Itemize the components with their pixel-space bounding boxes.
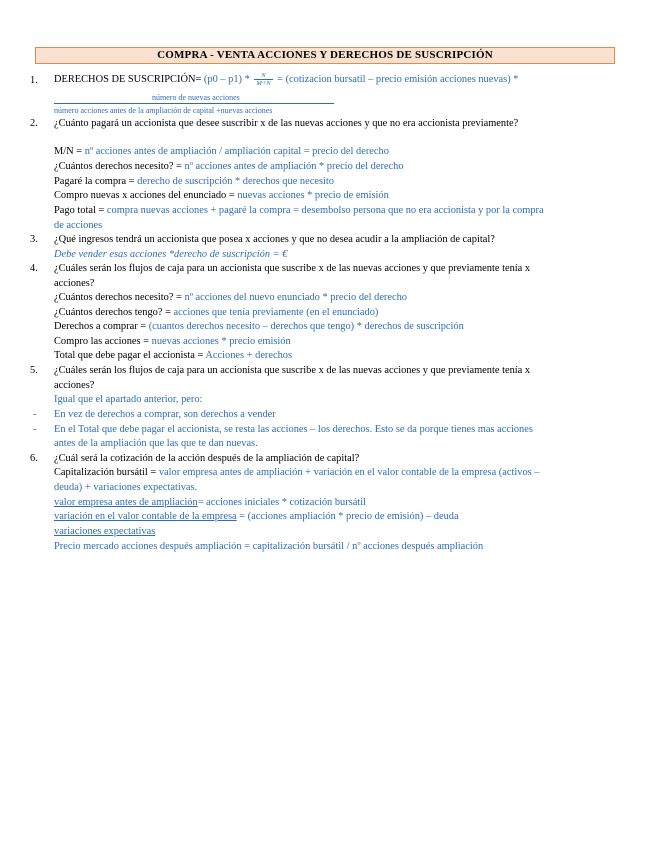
s5-bullet-2-continuation: antes de la ampliación que las que te dan nuevas. bbox=[54, 438, 258, 449]
item-number-4: 4. bbox=[30, 263, 38, 274]
formula-fraction bbox=[254, 72, 272, 87]
s5-bullet-1: En vez de derechos a comprar, son derechos a vender bbox=[54, 409, 276, 420]
s4-line-1-value: nº acciones del nuevo enunciado * precio del derecho bbox=[184, 292, 408, 303]
s4-line-1 bbox=[54, 291, 407, 304]
fraction-denominator: M+N bbox=[256, 80, 271, 87]
s2-line-1-label: M/N = bbox=[54, 146, 85, 157]
s2-line-5-value: compra nuevas acciones + pagaré la compra = desembolso persona que no era accionista y por la compra bbox=[106, 205, 544, 216]
s2-line-5 bbox=[54, 204, 544, 217]
question-6: ¿Cuál será la cotización de la acción después de la ampliación de capital? bbox=[54, 453, 360, 464]
s6-line-3-rest: = (acciones ampliación * precio de emisión) – deuda bbox=[236, 511, 459, 522]
s4-line-3-value: (cuantos derechos necesito – derechos que tengo) * derechos de suscripción bbox=[148, 321, 464, 332]
s4-line-2 bbox=[54, 306, 378, 319]
s2-line-3 bbox=[54, 175, 334, 188]
s2-line-4-value: nuevas acciones * precio de emisión bbox=[237, 190, 389, 201]
s2-line-2-label: ¿Cuántos derechos necesito? = bbox=[54, 161, 185, 172]
s4-line-1-label: ¿Cuántos derechos necesito? = bbox=[54, 292, 185, 303]
s4-line-2-label: ¿Cuántos derechos tengo? = bbox=[54, 307, 174, 318]
s2-line-5-continuation: de acciones bbox=[54, 220, 103, 231]
s4-line-4-label: Compro las acciones = bbox=[54, 336, 152, 347]
s6-line-2-rest: = acciones iniciales * cotización bursátil bbox=[197, 497, 366, 508]
s6-line-1-value: valor empresa antes de ampliación + variación en el valor contable de la empresa (activos – bbox=[158, 467, 540, 478]
formula-derechos-suscripcion bbox=[54, 72, 518, 87]
formula-label: DERECHOS DE SUSCRIPCIÓN= bbox=[54, 73, 204, 85]
s4-line-3-label: Derechos a comprar = bbox=[54, 321, 149, 332]
sub-fraction-denominator: número acciones antes de la ampliación de capital +nuevas acciones bbox=[54, 106, 273, 115]
page-title: COMPRA - VENTA ACCIONES Y DERECHOS DE SUSCRIPCIÓN bbox=[35, 47, 615, 64]
s2-line-1-value: nº acciones antes de ampliación / ampliación capital = precio del derecho bbox=[84, 146, 389, 157]
bullet-dash: - bbox=[33, 409, 37, 420]
s4-line-4 bbox=[54, 335, 291, 348]
s2-line-2 bbox=[54, 160, 404, 173]
question-4: ¿Cuáles serán los flujos de caja para un accionista que suscribe x de las nuevas acciones y que previamente tenía x bbox=[54, 263, 531, 274]
s5-intro: Igual que el apartado anterior, pero: bbox=[54, 394, 203, 405]
question-5: ¿Cuáles serán los flujos de caja para un accionista que suscribe x de las nuevas acciones y que previamente tenía x bbox=[54, 365, 531, 376]
s4-line-5-value: Acciones + derechos bbox=[205, 350, 293, 361]
s6-line-2 bbox=[54, 496, 366, 509]
formula-part-b: = (cotizacion bursatil – precio emisión acciones nuevas) * bbox=[274, 73, 519, 85]
question-4-continuation: acciones? bbox=[54, 278, 95, 289]
s6-line-1-continuation: deuda) + variaciones expectativas. bbox=[54, 482, 198, 493]
s2-line-4-label: Compro nuevas x acciones del enunciado = bbox=[54, 190, 238, 201]
s6-line-3 bbox=[54, 510, 459, 523]
item-number-2: 2. bbox=[30, 118, 38, 129]
s2-line-3-value: derecho de suscripción * derechos que necesito bbox=[137, 176, 334, 187]
question-5-continuation: acciones? bbox=[54, 380, 95, 391]
s2-line-4 bbox=[54, 189, 389, 202]
s6-line-1 bbox=[54, 466, 539, 479]
s4-line-2-value: acciones que tenía previamente (en el enunciado) bbox=[173, 307, 379, 318]
question-3: ¿Qué ingresos tendrá un accionista que posea x acciones y que no desea acudir a la ampliación de capital? bbox=[54, 234, 495, 245]
s6-line-2-term: valor empresa antes de ampliación bbox=[54, 497, 198, 508]
item-number-6: 6. bbox=[30, 453, 38, 464]
answer-3: Debe vender esas acciones *derecho de suscripción = € bbox=[54, 249, 288, 260]
s5-bullet-2: En el Total que debe pagar el accionista, se resta las acciones – los derechos. Esto se da porque tienes mas acciones bbox=[54, 424, 533, 435]
s2-line-3-label: Pagaré la compra = bbox=[54, 176, 138, 187]
s4-line-5-label: Total que debe pagar el accionista = bbox=[54, 350, 206, 361]
s2-line-5-label: Pago total = bbox=[54, 205, 107, 216]
s4-line-5 bbox=[54, 349, 292, 362]
formula-part-a: (p0 – p1) * bbox=[203, 73, 253, 85]
fraction-numerator: N bbox=[254, 72, 272, 80]
item-number-1: 1. bbox=[30, 75, 38, 86]
question-2: ¿Cuánto pagará un accionista que desee suscribir x de las nuevas acciones y que no era accionista previamente? bbox=[54, 118, 519, 129]
item-number-3: 3. bbox=[30, 234, 38, 245]
sub-fraction-numerator: número de nuevas acciones bbox=[152, 93, 240, 102]
item-number-5: 5. bbox=[30, 365, 38, 376]
s6-line-4: variaciones expectativas bbox=[54, 526, 156, 537]
s6-line-3-term: variación en el valor contable de la empresa bbox=[54, 511, 237, 522]
bullet-dash: - bbox=[33, 424, 37, 435]
s6-line-1-label: Capitalización bursátil = bbox=[54, 467, 159, 478]
s4-line-3 bbox=[54, 320, 464, 333]
s2-line-1 bbox=[54, 145, 389, 158]
s2-line-2-value: nº acciones antes de ampliación * precio del derecho bbox=[184, 161, 404, 172]
s4-line-4-value: nuevas acciones * precio emisión bbox=[151, 336, 291, 347]
s6-line-5: Precio mercado acciones después ampliación = capitalización bursátil / nº acciones después ampliación bbox=[54, 541, 484, 552]
